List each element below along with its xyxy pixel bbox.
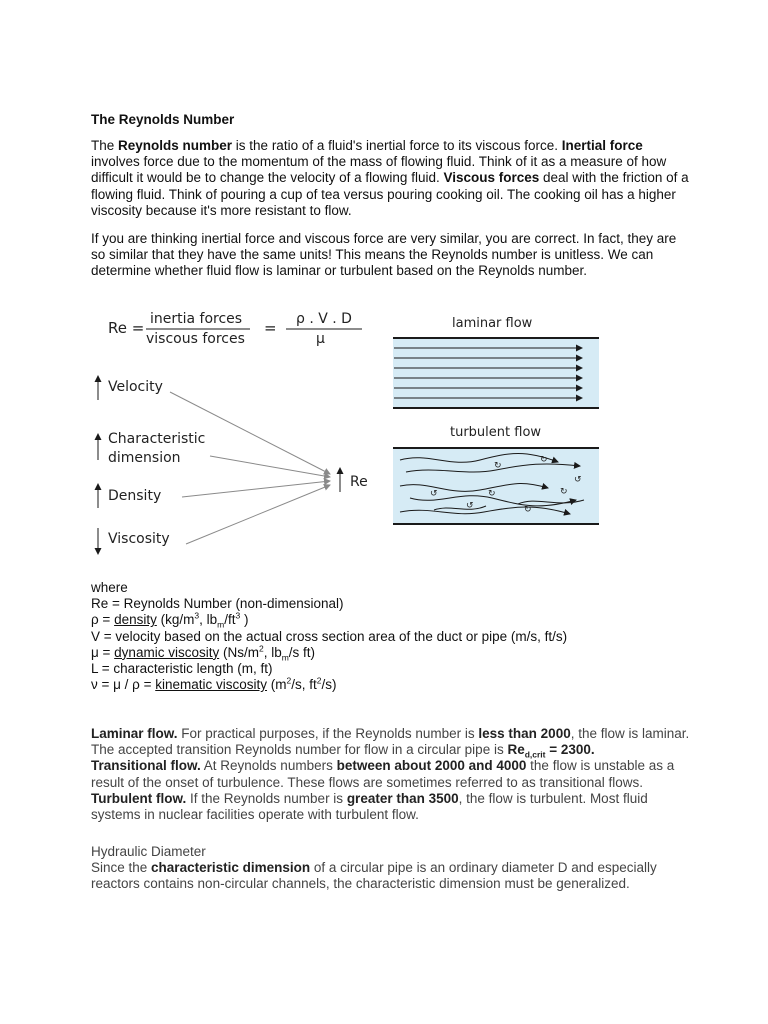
svg-text:↻: ↻: [540, 455, 548, 465]
svg-text:↺: ↺: [466, 501, 474, 511]
factor-viscosity: Viscosity: [108, 531, 170, 547]
def-kinematic-viscosity: ν = μ / ρ = kinematic viscosity ($m^2/s$, $ft^2/s$): [91, 675, 337, 693]
formula-equals: =: [264, 319, 277, 337]
hydraulic-paragraph: Since the characteristic dimension of a circular pipe is an ordinary diameter D and especially reactors contains non-circular channels, the characteristic dimension must be generalized.: [91, 860, 657, 892]
formula-numerator-2: ρ . V . D: [296, 311, 352, 327]
kinematic-viscosity-link[interactable]: kinematic viscosity: [155, 677, 268, 693]
svg-text:↺: ↺: [430, 489, 438, 499]
hydraulic-diameter-section: [91, 844, 691, 893]
svg-text:↻: ↻: [494, 461, 502, 471]
result-re: Re: [350, 474, 368, 490]
def-length: L = characteristic length (m, ft): [91, 661, 273, 677]
dynamic-viscosity-link[interactable]: dynamic viscosity: [114, 644, 220, 660]
factor-velocity: Velocity: [108, 379, 163, 395]
factor-dimension: dimension: [108, 450, 181, 466]
def-dynamic-viscosity: μ = dynamic viscosity ($Ns/m^2$, $lb_m/s$ ft): [91, 643, 316, 663]
turbulent-pipe: [393, 448, 599, 524]
hydraulic-heading: Hydraulic Diameter: [91, 844, 206, 859]
variable-definitions: [91, 580, 691, 693]
turbulent-title: turbulent flow: [450, 425, 542, 440]
def-density: ρ = density ($kg/m^3$, $lb_m/ft^3$ ): [91, 610, 249, 631]
factor-characteristic: Characteristic: [108, 431, 206, 447]
formula-denominator-2: μ: [316, 331, 325, 347]
formula-numerator: inertia forces: [150, 311, 243, 327]
density-link[interactable]: density: [114, 612, 157, 628]
svg-text:↻: ↻: [560, 487, 568, 497]
section-title: The Reynolds Number: [91, 112, 235, 127]
intro-paragraph: The Reynolds number is the ratio of a fluid's inertial force to its viscous force. Inertial force involves force due to the momentum of the mass of flowing fluid. Think of it as a measure of how difficult it would be to change the velocity of a flowing fluid. Viscous forces deal with the friction of a flowing fluid. Think of pouring a cup of tea versus pouring cooking oil. The cooking oil has a higher viscosity because it's more resistant to flow.: [91, 138, 689, 218]
svg-text:↺: ↺: [574, 475, 582, 485]
svg-text:↻: ↻: [488, 489, 496, 499]
formula-denominator: viscous forces: [146, 331, 245, 347]
where-label: where: [91, 580, 128, 595]
def-velocity: V = velocity based on the actual cross section area of the duct or pipe (m/s, ft/s): [91, 628, 568, 644]
factor-density: Density: [108, 488, 162, 504]
svg-text:↻: ↻: [524, 505, 532, 515]
def-re: Re = Reynolds Number (non-dimensional): [91, 596, 344, 612]
reynolds-figure: [88, 300, 628, 565]
flow-regimes-paragraph: Laminar flow. For practical purposes, if the Reynolds number is less than 2000, the flow is laminar. The accepted transition Reynolds number for flow in a circular pipe is $Re_{d,crit} = 2300$. Transitional flow. At Reynolds numbers between about 2000 and 4000 the flow is unstable as a result of the onset of turbulence. These flows are sometimes referred to as transitional flows. Turbulent flow. If the Reynolds number is greater than 3500, the flow is turbulent. Most fluid systems in nuclear facilities operate with turbulent flow.: [91, 726, 690, 823]
similarity-paragraph: If you are thinking inertial force and viscous force are very similar, you are correct. In fact, they are so similar that they have the same units! This means the Reynolds number is unitless. We can determine whether fluid flow is laminar or turbulent based on the Reynolds number.: [91, 231, 677, 279]
re-label: Re =: [108, 319, 145, 337]
laminar-title: laminar flow: [452, 316, 533, 331]
